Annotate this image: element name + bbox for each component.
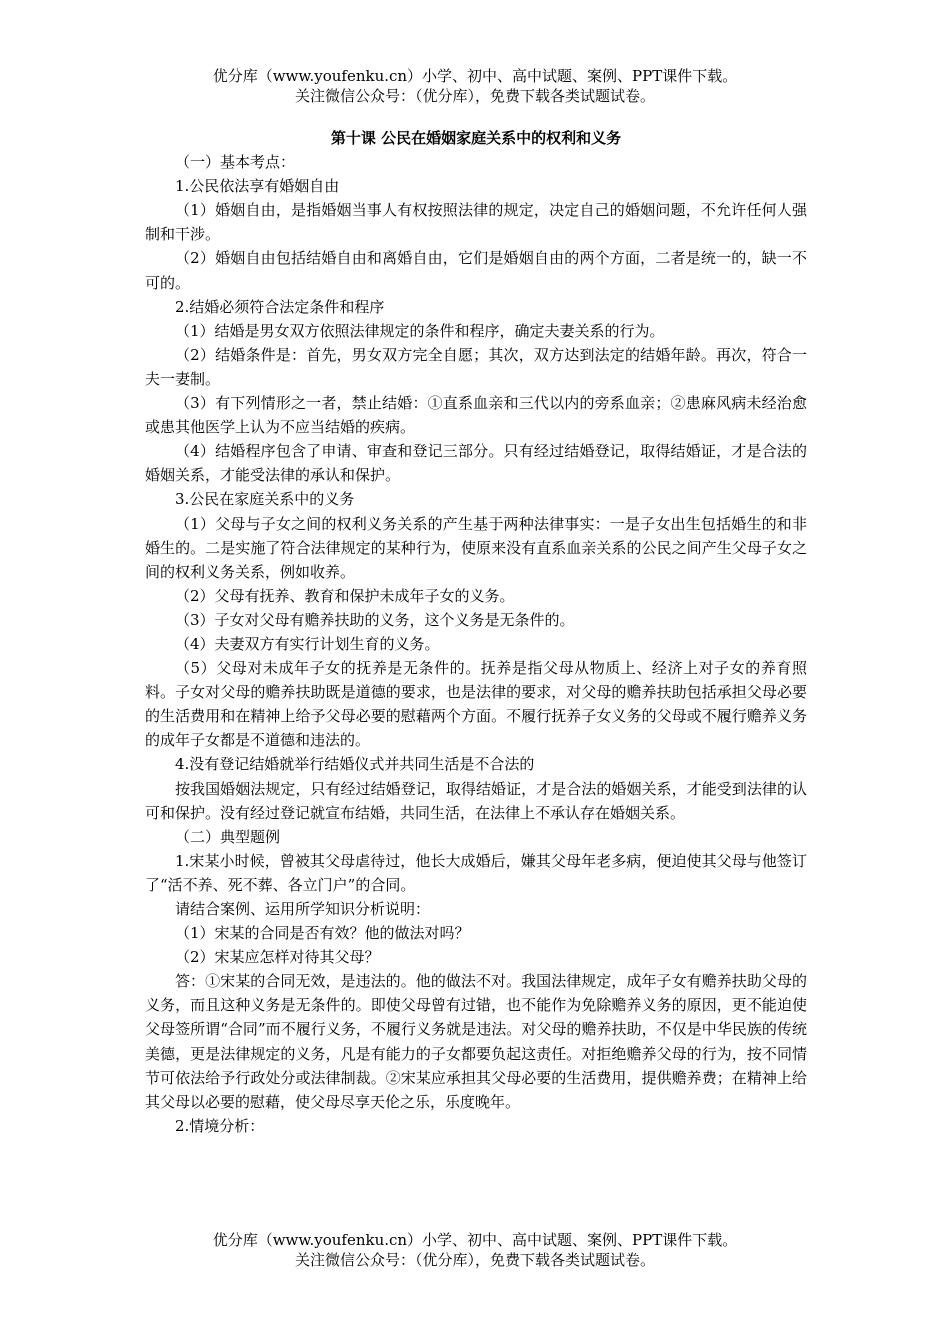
header-line-2: 关注微信公众号：（优分库），免费下载各类试题试卷。 [294, 87, 655, 105]
point-heading: 2.结婚必须符合法定条件和程序 [175, 297, 385, 316]
page-footer [0, 1230, 950, 1270]
page-header [0, 66, 950, 106]
point-heading: 3.公民在家庭关系中的义务 [175, 490, 355, 509]
paragraph: （3）有下列情形之一者，禁止结婚：①直系血亲和三代以内的旁系血亲；②患麻风病未经治愈或患其他医学上认为不应当结婚的疾病。 [145, 394, 807, 437]
paragraph: （3）子女对父母有赡养扶助的义务，这个义务是无条件的。 [175, 610, 575, 629]
document-body [145, 126, 807, 1138]
point-heading: 1.公民依法享有婚姻自由 [175, 177, 340, 196]
paragraph: （1）父母与子女之间的权利义务关系的产生基于两种法律事实：一是子女出生包括婚生的和非婚生的。二是实施了符合法律规定的某种行为，使原来没有直系血亲关系的公民之间产生父母子女之间的权利义务关系，例如收养。 [145, 514, 807, 581]
paragraph: （2）父母有抚养、教育和保护未成年子女的义务。 [175, 586, 515, 605]
paragraph: （2）结婚条件是：首先，男女双方完全自愿；其次，双方达到法定的结婚年龄。再次，符合一夫一妻制。 [145, 345, 807, 388]
question: 1.宋某小时候，曾被其父母虐待过，他长大成婚后，嫌其父母年老多病，便迫使其父母与他签订了“活不养、死不葬、各立门户”的合同。 [145, 851, 807, 894]
footer-line-1: 优分库（www.youfenku.cn）小学、初中、高中试题、案例、PPT课件下载。 [212, 1231, 738, 1249]
sub-question: （1）宋某的合同是否有效？他的做法对吗？ [175, 924, 470, 943]
paragraph: （4）夫妻双方有实行计划生育的义务。 [175, 634, 440, 653]
header-line-1: 优分库（www.youfenku.cn）小学、初中、高中试题、案例、PPT课件下载。 [212, 67, 738, 85]
paragraph: 按我国婚姻法规定，只有经过结婚登记，取得结婚证，才是合法的婚姻关系，才能受到法律的认可和保护。没有经过登记就宣布结婚，共同生活，在法律上不承认存在婚姻关系。 [145, 779, 807, 822]
question: 2.情境分析： [175, 1116, 265, 1135]
answer: 答：①宋某的合同无效，是违法的。他的做法不对。我国法律规定，成年子女有赡养扶助父母的义务，而且这种义务是无条件的。即使父母曾有过错，也不能作为免除赡养义务的原因，更不能迫使父母签所谓“合同”而不履行义务，不履行义务就是违法。对父母的赡养扶助，不仅是中华民族的传统美德，更是法律规定的义务，凡是有能力的子女都要负起这责任。对拒绝赡养父母的行为，按不同情节可依法给予行政处分或法律制裁。②宋某应承担其父母必要的生活费用，提供赡养费；在精神上给其父母以必要的慰藉，使父母尽享天伦之乐，乐度晚年。 [145, 972, 807, 1111]
paragraph: （2）婚姻自由包括结婚自由和离婚自由，它们是婚姻自由的两个方面，二者是统一的，缺一不可的。 [145, 249, 807, 292]
footer-line-2: 关注微信公众号：（优分库），免费下载各类试题试卷。 [294, 1251, 655, 1269]
question-prompt: 请结合案例、运用所学知识分析说明： [175, 900, 431, 918]
paragraph: （5）父母对未成年子女的抚养是无条件的。抚养是指父母从物质上、经济上对子女的养育照料。子女对父母的赡养扶助既是道德的要求，也是法律的要求，对父母的赡养扶助包括承担父母必要的生活费用和在精神上给予父母必要的慰藉两个方面。不履行抚养子女义务的父母或不履行赡养义务的成年子女都是不道德和违法的。 [145, 659, 807, 750]
point-heading: 4.没有登记结婚就举行结婚仪式并共同生活是不合法的 [175, 755, 535, 774]
paragraph: （1）婚姻自由，是指婚姻当事人有权按照法律的规定，决定自己的婚姻问题，不允许任何人强制和干涉。 [145, 201, 807, 244]
lesson-title: 第十课 公民在婚姻家庭关系中的权利和义务 [330, 129, 622, 147]
paragraph: （1）结婚是男女双方依照法律规定的条件和程序，确定夫妻关系的行为。 [175, 321, 665, 340]
sub-question: （2）宋某应怎样对待其父母？ [175, 948, 380, 967]
section-heading: （一）基本考点： [175, 153, 296, 172]
paragraph: （4）结婚程序包含了申请、审查和登记三部分。只有经过结婚登记，取得结婚证，才是合法的婚姻关系，才能受法律的承认和保护。 [145, 442, 807, 485]
section-heading: （二）典型题例 [175, 827, 281, 846]
